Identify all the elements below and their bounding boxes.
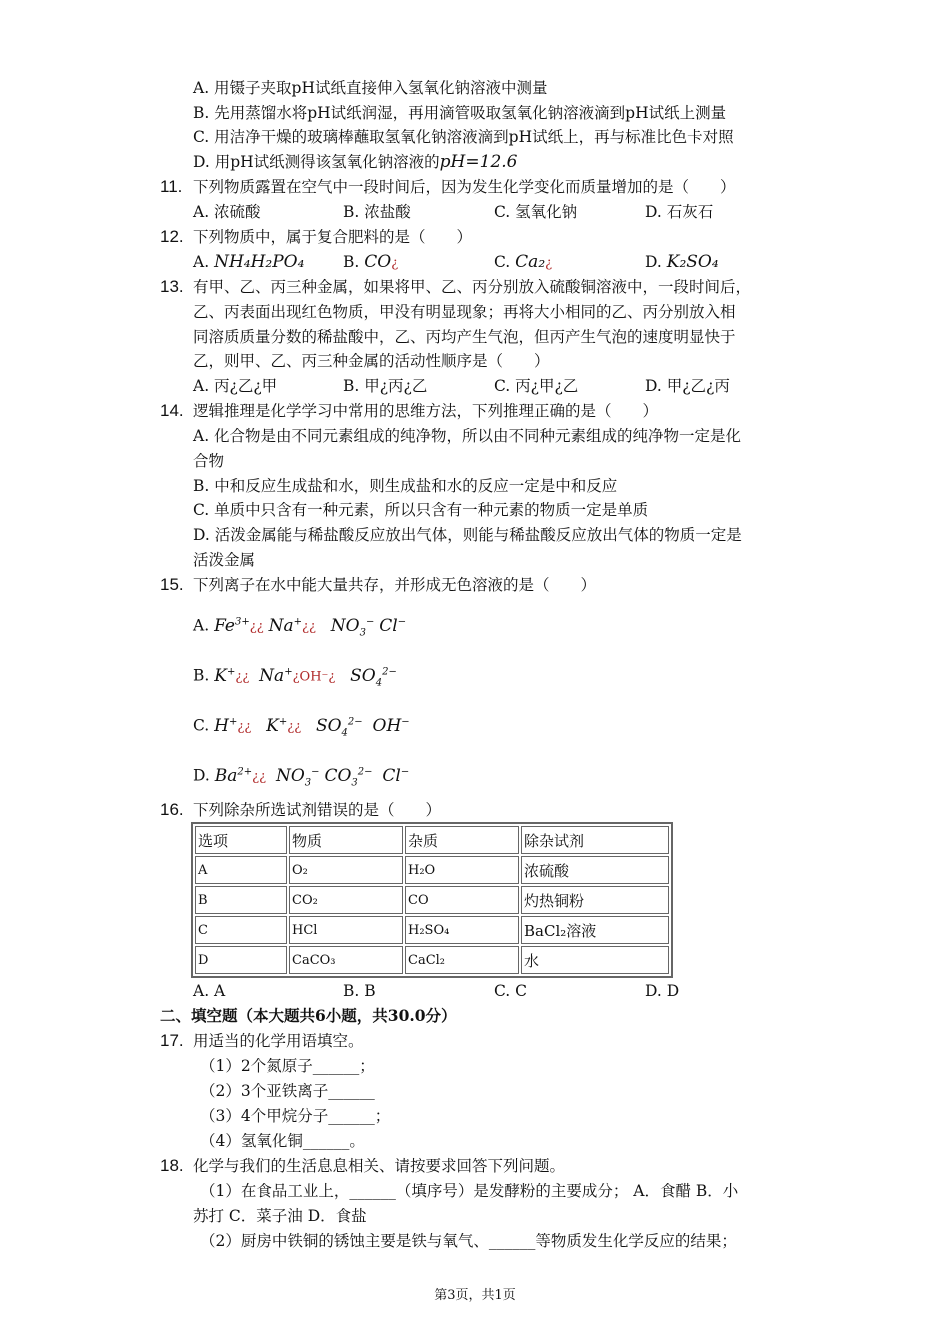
q16-option-c: C. C <box>494 982 528 1000</box>
q12-option-c-label: C. <box>494 253 511 271</box>
q14-option-a-line-1: A. 化合物是由不同元素组成的纯净物，所以由不同种元素组成的纯净物一定是化 <box>193 427 742 445</box>
q17-stem: 用适当的化学用语填空。 <box>193 1032 364 1050</box>
table-cell: C <box>195 916 287 944</box>
q15-stem: 下列离子在水中能大量共存，并形成无色溶液的是（ ） <box>193 576 597 594</box>
table-header-cell: 物质 <box>289 826 403 854</box>
q12-option-b-label: B. <box>343 253 360 271</box>
section-heading: 二、填空题（本大题共6小题，共30.0分） <box>160 1006 457 1025</box>
q16-option-a: A. A <box>193 982 226 1000</box>
q14-option-c: C. 单质中只含有一种元素，所以只含有一种元素的物质一定是单质 <box>193 501 649 519</box>
q15-b-ion-3: $SO_4^{2-}$ <box>350 665 397 689</box>
q15-d-ion-2: $NO_3^-$ <box>275 765 320 789</box>
table-cell: H₂SO₄ <box>405 916 519 944</box>
q15-a-ion-3: $NO_3^-$ <box>330 615 375 639</box>
q13-option-d: D. 甲¿乙¿丙 <box>645 377 730 395</box>
q17-number: 17. <box>160 1031 184 1050</box>
q15-d-ion-1: $Ba^{2+}$ <box>214 765 253 786</box>
q18-number: 18. <box>160 1156 184 1175</box>
q15-c-glyph-1: ¿¿ <box>237 719 252 735</box>
q14-option-d-line-1: D. 活泼金属能与稀盐酸反应放出气体，则能与稀盐酸反应放出气体的物质一定是 <box>193 526 742 544</box>
q15-option-d-label: D. <box>193 766 210 785</box>
q14-number: 14. <box>160 401 184 420</box>
table-row <box>195 916 669 944</box>
table-cell: 浓硫酸 <box>521 856 669 884</box>
table-cell: CO <box>405 886 519 914</box>
q11-option-c: C. 氢氧化钠 <box>494 203 578 221</box>
q12-option-b-glyph: ¿ <box>391 256 399 271</box>
q18-line-3: （2）厨房中铁铜的锈蚀主要是铁与氧气、______等物质发生化学反应的结果； <box>200 1232 737 1250</box>
table-header-cell: 选项 <box>195 826 287 854</box>
table-row <box>195 856 669 884</box>
q17-item-2: （2）3个亚铁离子______ <box>200 1082 375 1100</box>
q16-number: 16. <box>160 800 184 819</box>
q15-option-b-label: B. <box>193 666 210 685</box>
q13-line-2: 乙、丙表面出现红色物质，甲没有明显现象；再将大小相同的乙、丙分别放入相 <box>193 303 736 321</box>
q12-option-a-label: A. <box>193 253 210 271</box>
table-cell: BaCl₂溶液 <box>521 916 669 944</box>
q13-option-b: B. 甲¿丙¿乙 <box>343 377 428 395</box>
q15-b-ion-2: Na+ <box>259 665 293 686</box>
q15-b-glyph-1: ¿¿ <box>235 669 250 685</box>
q15-a-ion-2: Na+ <box>268 615 303 636</box>
q16-option-b: B. B <box>343 982 376 1000</box>
table-cell: CO₂ <box>289 886 403 914</box>
q12-number: 12. <box>160 227 184 246</box>
table-row <box>195 946 669 974</box>
q12-option-b-formula: CO <box>364 252 392 272</box>
q13-option-a: A. 丙¿乙¿甲 <box>193 377 278 395</box>
table-header-cell: 杂质 <box>405 826 519 854</box>
q15-d-ion-3: $CO_3^{2-}$ <box>324 765 373 789</box>
q15-d-glyph-1: ¿¿ <box>252 769 267 785</box>
q11-option-b: B. 浓盐酸 <box>343 203 411 221</box>
q11-option-a: A. 浓硫酸 <box>193 203 261 221</box>
table-cell: D <box>195 946 287 974</box>
q15-b-glyph-2: ¿OH⁻¿ <box>292 669 336 685</box>
q15-option-a-label: A. <box>193 616 210 635</box>
table-cell: CaCl₂ <box>405 946 519 974</box>
q16-stem: 下列除杂所选试剂错误的是（ ） <box>193 801 442 819</box>
q16-option-d: D. D <box>645 982 680 1000</box>
q18-stem: 化学与我们的生活息息相关、请按要求回答下列问题。 <box>193 1157 566 1175</box>
q13-line-3: 同溶质质量分数的稀盐酸中，乙、丙均产生气泡，但丙产生气泡的速度明显快于 <box>193 328 736 346</box>
q16-table <box>191 822 673 978</box>
table-row <box>195 886 669 914</box>
table-cell: A <box>195 856 287 884</box>
q14-option-d-line-2: 活泼金属 <box>193 551 256 569</box>
q15-a-glyph-2: ¿¿ <box>302 619 316 635</box>
q15-option-a <box>193 610 406 645</box>
q12-option-c-formula: Ca₂ <box>515 252 546 272</box>
q17-item-4: （4）氢氧化铜______。 <box>200 1132 365 1150</box>
q12-option-c-glyph: ¿ <box>545 256 553 271</box>
q14-option-a-line-2: 合物 <box>193 452 225 470</box>
q18-line-2: 苏打 C．菜子油 D．食盐 <box>193 1207 367 1225</box>
q15-option-c-label: C. <box>193 716 210 735</box>
q17-item-3: （3）4个甲烷分子______； <box>200 1107 391 1125</box>
q12-stem: 下列物质中，属于复合肥料的是（ ） <box>193 228 473 246</box>
q12-option-d-formula: K₂SO₄ <box>666 252 719 272</box>
q12-option-d <box>645 250 719 274</box>
q13-option-c: C. 丙¿甲¿乙 <box>494 377 579 395</box>
q15-b-ion-1: K+ <box>214 665 236 686</box>
q15-c-ion-2: K+ <box>266 715 288 736</box>
q15-a-glyph-1: ¿¿ <box>249 619 264 635</box>
q12-option-c <box>494 250 552 276</box>
table-cell: O₂ <box>289 856 403 884</box>
q13-line-1: 有甲、乙、丙三种金属，如果将甲、乙、丙分别放入硫酸铜溶液中，一段时间后， <box>193 278 752 296</box>
q15-a-ion-4: Cl− <box>379 615 407 636</box>
table-cell: CaCO₃ <box>289 946 403 974</box>
q13-number: 13. <box>160 277 184 296</box>
q10-option-d-math: pH=12.6 <box>439 152 518 172</box>
q18-line-1: （1）在食品工业上，______（填序号）是发酵粉的主要成分； A．食醋 B．小 <box>200 1182 739 1200</box>
table-cell: 灼热铜粉 <box>521 886 669 914</box>
q10-option-d <box>193 150 517 174</box>
q15-option-c <box>193 710 410 745</box>
q10-option-c: C. 用洁净干燥的玻璃棒蘸取氢氧化钠溶液滴到pH试纸上，再与标准比色卡对照 <box>193 128 734 146</box>
q12-option-a <box>193 250 304 274</box>
q15-d-ion-4: Cl− <box>382 765 410 786</box>
q12-option-a-formula: NH₄H₂PO₄ <box>214 252 305 272</box>
q15-option-d <box>193 760 409 795</box>
q17-item-1: （1）2个氮原子______； <box>200 1057 375 1075</box>
q12-option-b <box>343 250 398 276</box>
q10-option-d-text: D. 用pH试纸测得该氢氧化钠溶液的 <box>193 153 440 171</box>
q15-c-ion-4: OH− <box>372 715 410 736</box>
q15-option-b <box>193 660 397 695</box>
table-cell: B <box>195 886 287 914</box>
q11-number: 11. <box>160 177 183 196</box>
q15-a-ion-1: $Fe^{3+}$ <box>214 615 250 636</box>
q11-option-d: D. 石灰石 <box>645 203 714 221</box>
q15-number: 15. <box>160 575 184 594</box>
table-cell: H₂O <box>405 856 519 884</box>
table-header-row <box>195 826 669 854</box>
q12-option-d-label: D. <box>645 253 662 271</box>
table-cell: 水 <box>521 946 669 974</box>
q15-c-glyph-2: ¿¿ <box>287 719 302 735</box>
q13-line-4: 乙，则甲、乙、丙三种金属的活动性顺序是（ ） <box>193 352 550 370</box>
q14-option-b: B. 中和反应生成盐和水，则生成盐和水的反应一定是中和反应 <box>193 477 618 495</box>
q10-option-b: B. 先用蒸馏水将pH试纸润湿，再用滴管吸取氢氧化钠溶液滴到pH试纸上测量 <box>193 104 727 122</box>
page-footer: 第3页，共1页 <box>434 1288 516 1303</box>
q14-stem: 逻辑推理是化学学习中常用的思维方法，下列推理正确的是（ ） <box>193 402 659 420</box>
q10-option-a: A. 用镊子夹取pH试纸直接伸入氢氧化钠溶液中测量 <box>193 79 548 97</box>
q11-stem: 下列物质露置在空气中一段时间后，因为发生化学变化而质量增加的是（ ） <box>193 178 736 196</box>
q15-c-ion-3: $SO_4^{2-}$ <box>315 715 363 739</box>
table-cell: HCl <box>289 916 403 944</box>
q15-c-ion-1: H+ <box>214 715 238 736</box>
table-header-cell: 除杂试剂 <box>521 826 669 854</box>
